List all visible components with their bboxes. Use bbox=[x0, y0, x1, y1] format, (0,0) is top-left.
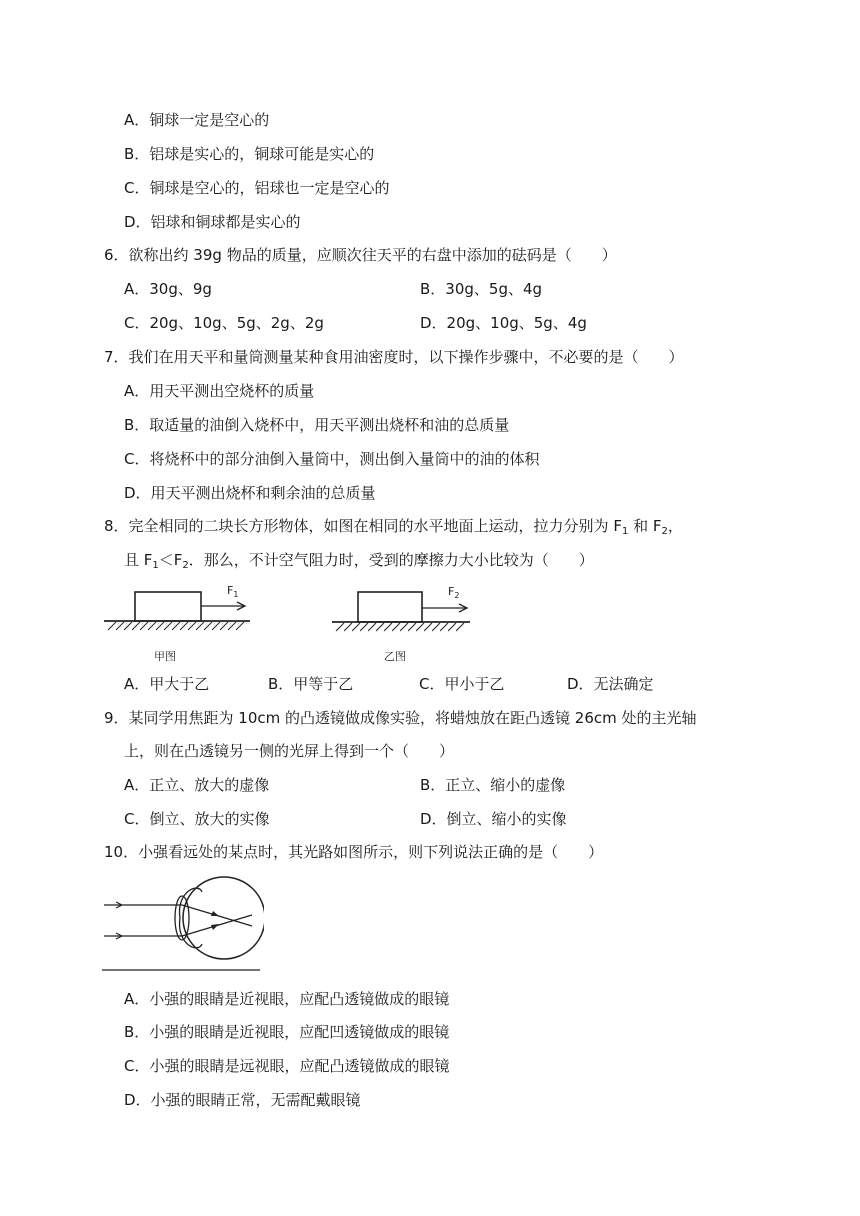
q10-option-c: C．小强的眼睛是远视眼，应配凸透镜做成的眼镜 bbox=[124, 1057, 450, 1075]
q5-option-d: D．铝球和铜球都是实心的 bbox=[124, 213, 301, 231]
q9-stem-line2: 上，则在凸透镜另一侧的光屏上得到一个（ ） bbox=[124, 742, 455, 760]
q6-option-b: B．30g、5g、4g bbox=[420, 280, 543, 298]
q9-option-c: C．倒立、放大的实像 bbox=[124, 810, 270, 828]
q8-stem-line1: 8．完全相同的二块长方形物体，如图在相同的水平地面上运动，拉力分别为 $F_1$ 和 $F_2$， bbox=[104, 517, 683, 537]
arrow-head-icon bbox=[211, 924, 219, 930]
lens-icon bbox=[175, 896, 189, 940]
q5-option-b: B．铝球是实心的，铜球可能是实心的 bbox=[124, 145, 375, 163]
caption-yi: 乙图 bbox=[384, 650, 406, 663]
q6-option-a: A．30g、9g bbox=[124, 280, 212, 298]
force-label-f2: $F_2$ bbox=[448, 585, 460, 600]
q9-stem-line1: 9．某同学用焦距为 10cm 的凸透镜做成像实验，将蜡烛放在距凸透镜 26cm 处的主光轴 bbox=[104, 709, 697, 727]
caption-jia: 甲图 bbox=[154, 650, 176, 663]
q8-stem-line2: 且 $F_1<F_2$．那么，不计空气阻力时，受到的摩擦力大小比较为（ ） bbox=[124, 551, 594, 571]
q9-option-d: D．倒立、缩小的实像 bbox=[420, 810, 567, 828]
q10-eye-figure bbox=[102, 870, 264, 974]
q10-stem: 10．小强看远处的某点时，其光路如图所示，则下列说法正确的是（ ） bbox=[104, 843, 604, 861]
q10-option-b: B．小强的眼睛是近视眼，应配凹透镜做成的眼镜 bbox=[124, 1023, 450, 1041]
block-right bbox=[358, 592, 422, 622]
q7-option-d: D．用天平测出烧杯和剩余油的总质量 bbox=[124, 484, 376, 502]
arrow-head-icon bbox=[211, 911, 219, 916]
q9-option-b: B．正立、缩小的虚像 bbox=[420, 776, 566, 794]
q6-option-d: D．20g、10g、5g、4g bbox=[420, 314, 587, 332]
q8-figure-left bbox=[102, 578, 252, 668]
q5-option-a: A．铜球一定是空心的 bbox=[124, 111, 270, 129]
q6-stem: 6．欲称出约 39g 物品的质量，应顺次往天平的右盘中添加的砝码是（ ） bbox=[104, 246, 617, 264]
ground-hatch-left bbox=[108, 622, 244, 630]
q7-stem: 7．我们在用天平和量筒测量某种食用油密度时，以下操作步骤中，不必要的是（ ） bbox=[104, 348, 684, 366]
q5-option-c: C．铜球是空心的，铝球也一定是空心的 bbox=[124, 179, 390, 197]
q8-figure-right bbox=[330, 578, 480, 668]
q7-option-c: C．将烧杯中的部分油倒入量筒中，测出倒入量筒中的油的体积 bbox=[124, 450, 540, 468]
q8-option-b: B．甲等于乙 bbox=[268, 675, 354, 693]
q10-option-a: A．小强的眼睛是近视眼，应配凸透镜做成的眼镜 bbox=[124, 990, 450, 1008]
q7-option-a: A．用天平测出空烧杯的质量 bbox=[124, 382, 315, 400]
q7-option-b: B．取适量的油倒入烧杯中，用天平测出烧杯和油的总质量 bbox=[124, 416, 510, 434]
q10-option-d: D．小强的眼睛正常，无需配戴眼镜 bbox=[124, 1091, 361, 1109]
q8-option-c: C．甲小于乙 bbox=[419, 675, 505, 693]
q6-option-c: C．20g、10g、5g、2g、2g bbox=[124, 314, 324, 332]
q9-option-a: A．正立、放大的虚像 bbox=[124, 776, 270, 794]
q8-option-a: A．甲大于乙 bbox=[124, 675, 210, 693]
block-left bbox=[135, 592, 201, 621]
q8-option-d: D．无法确定 bbox=[567, 675, 654, 693]
force-label-f1: $F_1$ bbox=[227, 584, 239, 599]
ground-hatch-right bbox=[336, 623, 464, 631]
